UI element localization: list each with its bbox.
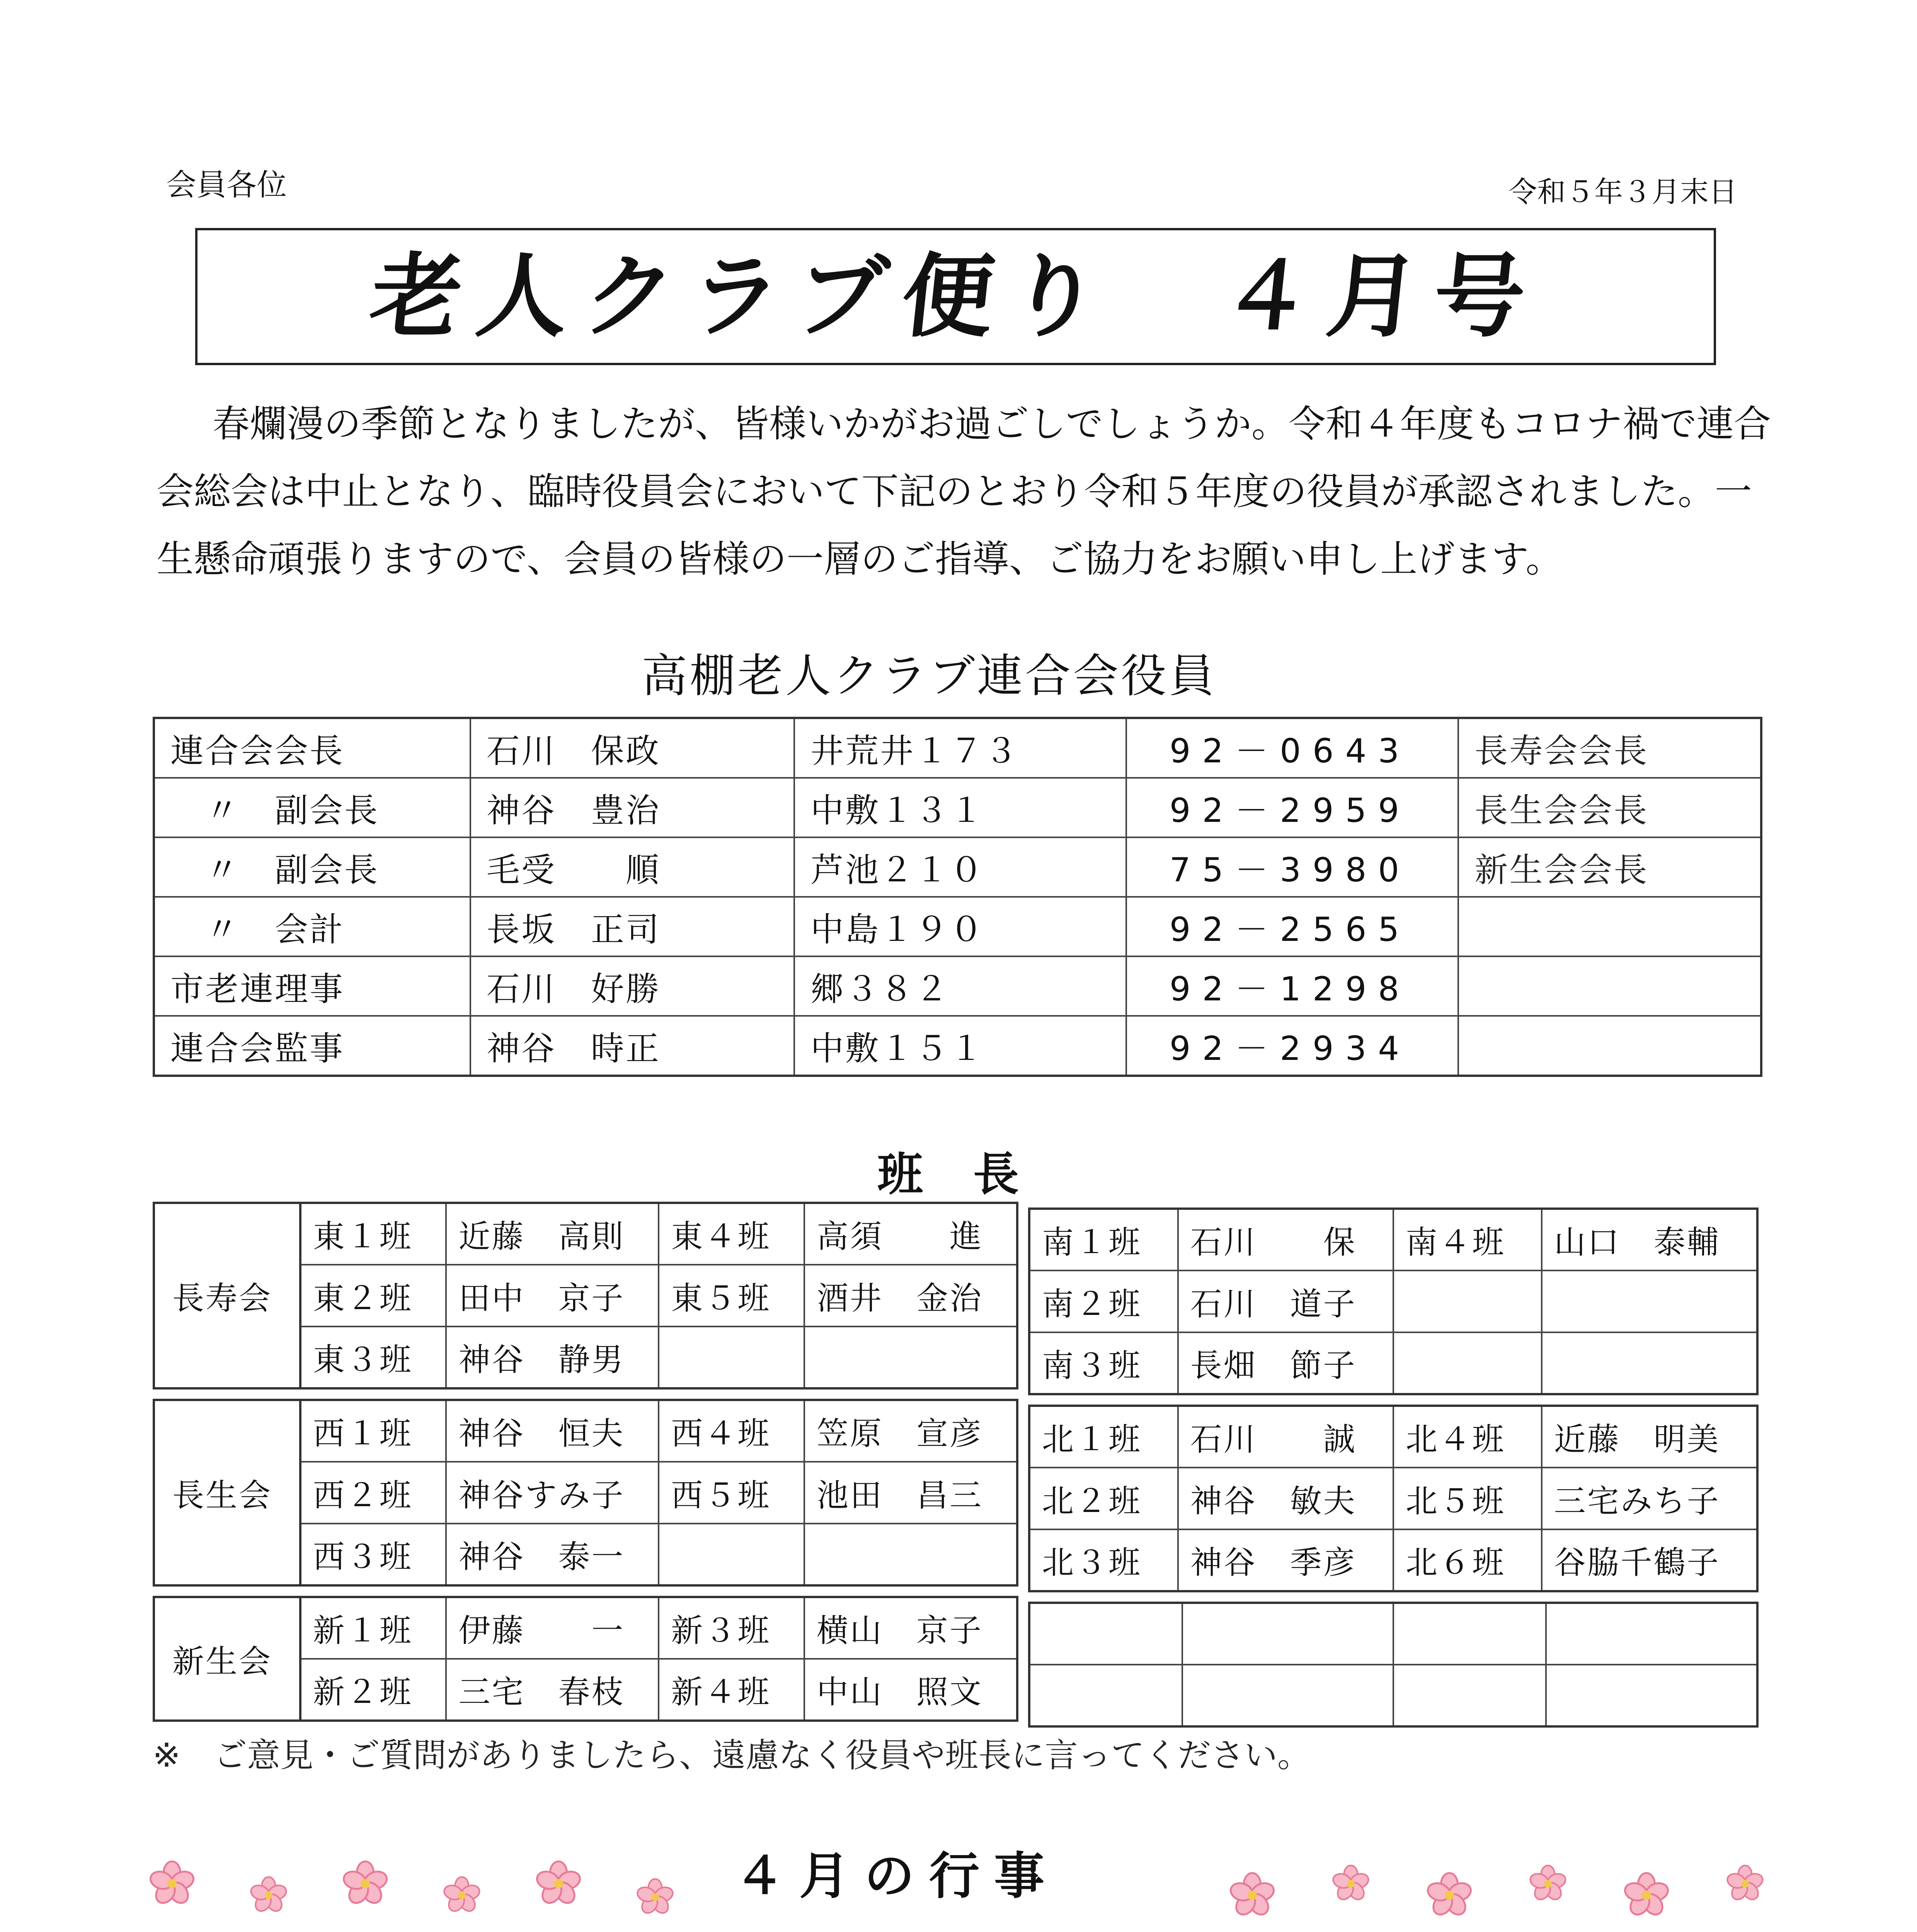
leader-name bbox=[1542, 1332, 1757, 1394]
officer-note: 長寿会会長 bbox=[1458, 718, 1761, 778]
officer-row bbox=[154, 897, 1761, 956]
unit-name bbox=[659, 1327, 804, 1388]
blossom-icon bbox=[636, 1878, 674, 1916]
blossom-icon bbox=[1332, 1865, 1370, 1903]
unit-name: 新１班 bbox=[300, 1597, 446, 1659]
leader-name: 神谷すみ子 bbox=[446, 1462, 659, 1524]
leader-name: 笠原 宣彦 bbox=[804, 1400, 1017, 1462]
officer-name: 神谷 時正 bbox=[470, 1016, 794, 1076]
note: ※ ご意見・ご質問がありましたら、遠慮なく役員や班長に言ってください。 bbox=[153, 1736, 1311, 1775]
leader-name: 石川 保 bbox=[1178, 1209, 1393, 1270]
leader-group-table bbox=[1028, 1405, 1759, 1592]
leader-name bbox=[1182, 1603, 1393, 1665]
unit-name: 西１班 bbox=[300, 1400, 446, 1462]
officer-note bbox=[1458, 956, 1761, 1016]
unit-name: 西２班 bbox=[300, 1462, 446, 1524]
unit-name: 東２班 bbox=[300, 1265, 446, 1327]
officer-note: 新生会会長 bbox=[1458, 837, 1761, 897]
leader-name: 池田 昌三 bbox=[804, 1462, 1017, 1524]
unit-name bbox=[1029, 1603, 1182, 1665]
leader-row bbox=[1029, 1209, 1757, 1270]
officer-role: 連合会会長 bbox=[154, 718, 470, 778]
unit-name: 東５班 bbox=[659, 1265, 804, 1327]
blossom-icon bbox=[342, 1861, 388, 1907]
officer-tel: 92－2565 bbox=[1126, 897, 1459, 956]
unit-name: 東１班 bbox=[300, 1203, 446, 1265]
leader-name bbox=[1546, 1665, 1757, 1726]
blossom-icon bbox=[1726, 1865, 1764, 1903]
leader-group-table bbox=[1028, 1602, 1759, 1728]
officer-address: 中敷１５１ bbox=[794, 1016, 1126, 1076]
leader-group-table bbox=[153, 1399, 1018, 1587]
officer-name: 石川 好勝 bbox=[470, 956, 794, 1016]
officer-row bbox=[154, 778, 1761, 837]
unit-name bbox=[1393, 1332, 1542, 1394]
unit-name: 北２班 bbox=[1029, 1468, 1178, 1529]
officer-role: 〃 副会長 bbox=[154, 778, 470, 837]
officer-note bbox=[1458, 897, 1761, 956]
leader-name: 近藤 高則 bbox=[446, 1203, 659, 1265]
unit-name bbox=[1393, 1665, 1546, 1726]
leader-name: 中山 照文 bbox=[804, 1659, 1017, 1721]
officer-name: 長坂 正司 bbox=[470, 897, 794, 956]
officer-tel: 92－1298 bbox=[1126, 956, 1459, 1016]
leader-group-table bbox=[1028, 1208, 1759, 1395]
leader-name: 山口 泰輔 bbox=[1542, 1209, 1757, 1270]
officers-table bbox=[153, 717, 1762, 1077]
leader-row bbox=[1029, 1603, 1757, 1665]
addressee: 会員各位 bbox=[166, 168, 287, 202]
unit-name: 北６班 bbox=[1393, 1529, 1542, 1591]
officer-row bbox=[154, 837, 1761, 897]
unit-name: 新３班 bbox=[659, 1597, 804, 1659]
leader-name: 三宅 春枝 bbox=[446, 1659, 659, 1721]
leader-name: 伊藤 一 bbox=[446, 1597, 659, 1659]
unit-name: 東４班 bbox=[659, 1203, 804, 1265]
leader-name bbox=[804, 1327, 1017, 1388]
leader-name: 高須 進 bbox=[804, 1203, 1017, 1265]
officer-name: 石川 保政 bbox=[470, 718, 794, 778]
unit-name: 新４班 bbox=[659, 1659, 804, 1721]
leader-row bbox=[1029, 1529, 1757, 1591]
blossom-icon bbox=[443, 1876, 481, 1914]
group-name: 新生会 bbox=[154, 1597, 300, 1721]
leader-name: 石川 道子 bbox=[1178, 1270, 1393, 1332]
leader-row bbox=[154, 1203, 1017, 1265]
events-heading: ４月の行事 bbox=[734, 1847, 1059, 1905]
officer-role: 市老連理事 bbox=[154, 956, 470, 1016]
unit-name bbox=[659, 1524, 804, 1585]
blossom-icon bbox=[149, 1861, 195, 1907]
leader-name: 横山 京子 bbox=[804, 1597, 1017, 1659]
unit-name: 北３班 bbox=[1029, 1529, 1178, 1591]
unit-name: 北４班 bbox=[1393, 1406, 1542, 1468]
unit-name bbox=[1393, 1270, 1542, 1332]
leaders-heading: 班 長 bbox=[877, 1148, 1021, 1201]
unit-name: 北１班 bbox=[1029, 1406, 1178, 1468]
leader-row bbox=[1029, 1270, 1757, 1332]
unit-name bbox=[1029, 1665, 1182, 1726]
blossom-icon bbox=[1426, 1872, 1473, 1918]
leader-group-table bbox=[153, 1202, 1018, 1389]
leader-group-table bbox=[153, 1596, 1018, 1722]
unit-name: 南１班 bbox=[1029, 1209, 1178, 1270]
leader-name: 石川 誠 bbox=[1178, 1406, 1393, 1468]
officer-name: 神谷 豊治 bbox=[470, 778, 794, 837]
leader-name: 神谷 恒夫 bbox=[446, 1400, 659, 1462]
blossom-icon bbox=[1229, 1872, 1275, 1918]
unit-name: 南４班 bbox=[1393, 1209, 1542, 1270]
leader-name: 神谷 敏夫 bbox=[1178, 1468, 1393, 1529]
unit-name bbox=[1393, 1603, 1546, 1665]
officer-row bbox=[154, 956, 1761, 1016]
blossom-icon bbox=[250, 1876, 288, 1914]
leader-name: 田中 京子 bbox=[446, 1265, 659, 1327]
officer-row bbox=[154, 1016, 1761, 1076]
group-name: 長寿会 bbox=[154, 1203, 300, 1388]
officer-address: 芦池２１０ bbox=[794, 837, 1126, 897]
officer-tel: 92－0643 bbox=[1126, 718, 1459, 778]
blossom-icon bbox=[535, 1861, 582, 1907]
leader-row bbox=[1029, 1468, 1757, 1529]
officer-address: 中島１９０ bbox=[794, 897, 1126, 956]
officers-heading: 高棚老人クラブ連合会役員 bbox=[642, 649, 1217, 702]
leader-name: 長畑 節子 bbox=[1178, 1332, 1393, 1394]
unit-name: 新２班 bbox=[300, 1659, 446, 1721]
officer-role: 〃 会計 bbox=[154, 897, 470, 956]
officer-role: 連合会監事 bbox=[154, 1016, 470, 1076]
newsletter-title: 老人クラブ便り ４月号 bbox=[365, 243, 1546, 350]
officer-name: 毛受 順 bbox=[470, 837, 794, 897]
leader-name: 神谷 静男 bbox=[446, 1327, 659, 1388]
leader-name: 近藤 明美 bbox=[1542, 1406, 1757, 1468]
blossom-icon bbox=[1623, 1872, 1670, 1918]
leader-name bbox=[1542, 1270, 1757, 1332]
leader-name: 谷脇千鶴子 bbox=[1542, 1529, 1757, 1591]
leader-name: 神谷 泰一 bbox=[446, 1524, 659, 1585]
issue-date: 令和５年３月末日 bbox=[1508, 175, 1737, 209]
leader-row bbox=[1029, 1332, 1757, 1394]
leader-name: 神谷 季彦 bbox=[1178, 1529, 1393, 1591]
leader-name: 酒井 金治 bbox=[804, 1265, 1017, 1327]
group-name: 長生会 bbox=[154, 1400, 300, 1585]
unit-name: 西４班 bbox=[659, 1400, 804, 1462]
leader-row bbox=[154, 1400, 1017, 1462]
leader-name: 三宅みち子 bbox=[1542, 1468, 1757, 1529]
officer-row bbox=[154, 718, 1761, 778]
unit-name: 西３班 bbox=[300, 1524, 446, 1585]
leader-name bbox=[1182, 1665, 1393, 1726]
unit-name: 西５班 bbox=[659, 1462, 804, 1524]
officer-address: 井荒井１７３ bbox=[794, 718, 1126, 778]
leader-name bbox=[804, 1524, 1017, 1585]
leader-name bbox=[1546, 1603, 1757, 1665]
officer-address: 中敷１３１ bbox=[794, 778, 1126, 837]
unit-name: 南３班 bbox=[1029, 1332, 1178, 1394]
officer-tel: 92－2959 bbox=[1126, 778, 1459, 837]
officer-address: 郷３８２ bbox=[794, 956, 1126, 1016]
officer-tel: 75－3980 bbox=[1126, 837, 1459, 897]
leader-row bbox=[1029, 1406, 1757, 1468]
leader-row bbox=[1029, 1665, 1757, 1726]
officer-tel: 92－2934 bbox=[1126, 1016, 1459, 1076]
unit-name: 南２班 bbox=[1029, 1270, 1178, 1332]
officer-role: 〃 副会長 bbox=[154, 837, 470, 897]
unit-name: 北５班 bbox=[1393, 1468, 1542, 1529]
blossom-icon bbox=[1529, 1865, 1567, 1903]
leader-row bbox=[154, 1597, 1017, 1659]
title-box bbox=[195, 228, 1716, 365]
officer-note bbox=[1458, 1016, 1761, 1076]
intro-paragraph: 春爛漫の季節となりましたが、皆様いかがお過ごしでしょうか。令和４年度もコロナ禍で連合会総会は中止となり、臨時役員会において下記のとおり令和５年度の役員が承認されました。一生懸命頑張りますので、会員の皆様の一層のご指導、ご協力をお願い申し上げます。 bbox=[157, 402, 1771, 581]
officer-note: 長生会会長 bbox=[1458, 778, 1761, 837]
unit-name: 東３班 bbox=[300, 1327, 446, 1388]
